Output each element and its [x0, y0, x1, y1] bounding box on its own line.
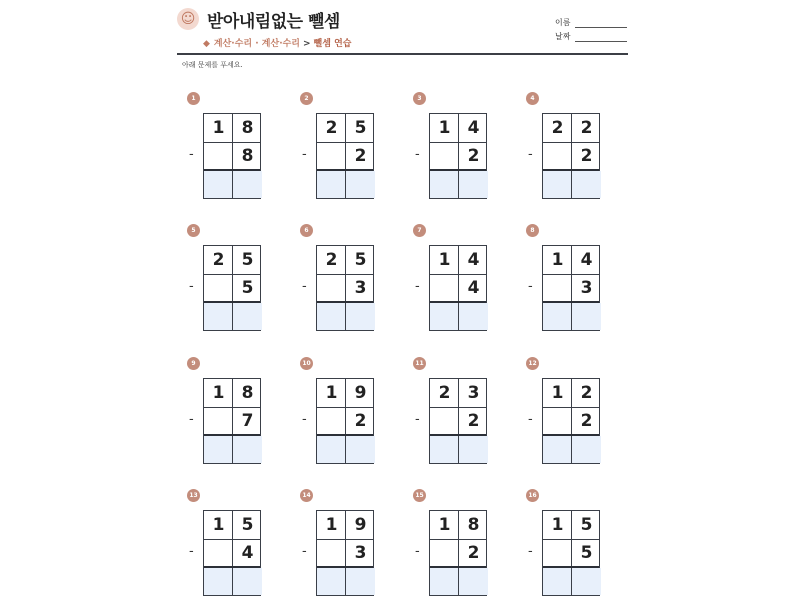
- problem-7: [403, 224, 503, 339]
- subtrahend-tens: [430, 142, 459, 170]
- problem-number-badge: 5: [187, 224, 200, 237]
- problem-number-badge: 11: [413, 357, 426, 370]
- name-field[interactable]: [575, 27, 627, 28]
- answer-ones-box[interactable]: [233, 436, 262, 463]
- minus-sign: -: [415, 147, 420, 162]
- grid-divider: [345, 114, 346, 198]
- grid-divider: [458, 246, 459, 330]
- subtrahend-ones: 2: [354, 411, 367, 431]
- subtrahend-ones: 2: [467, 411, 480, 431]
- answer-tens-box[interactable]: [430, 436, 459, 463]
- name-label: 이름: [555, 18, 571, 27]
- subtrahend-tens: [204, 539, 233, 567]
- minus-sign: -: [415, 544, 420, 559]
- subtrahend-ones: 5: [580, 543, 593, 563]
- problem-6: [290, 224, 390, 339]
- minus-sign: -: [415, 279, 420, 294]
- problem-10: [290, 357, 390, 472]
- subtrahend-tens: [317, 274, 346, 302]
- digit-grid: [203, 113, 261, 199]
- minuend-tens: 1: [212, 515, 225, 535]
- problem-1: [177, 92, 277, 207]
- minuend-ones: 5: [354, 250, 367, 270]
- minus-sign: -: [528, 279, 533, 294]
- grid-divider: [345, 246, 346, 330]
- answer-ones-box[interactable]: [572, 171, 601, 198]
- problem-number-badge: 6: [300, 224, 313, 237]
- problem-number-badge: 2: [300, 92, 313, 105]
- breadcrumb-category: 계산·수리 · 계산·수리: [213, 39, 300, 49]
- digit-grid: [429, 113, 487, 199]
- minuend-tens: 1: [212, 118, 225, 138]
- minuend-tens: 1: [551, 250, 564, 270]
- problem-number-badge: 12: [526, 357, 539, 370]
- subtrahend-ones: 4: [467, 278, 480, 298]
- grid-divider: [204, 407, 260, 408]
- subtrahend-ones: 2: [580, 411, 593, 431]
- digit-grid: [316, 113, 374, 199]
- diamond-icon: ◆: [203, 39, 210, 49]
- subtrahend-ones: 5: [241, 278, 254, 298]
- answer-ones-box[interactable]: [346, 171, 375, 198]
- problem-5: [177, 224, 277, 339]
- digit-grid: [542, 378, 600, 464]
- grid-divider: [345, 511, 346, 595]
- minuend-ones: 9: [354, 515, 367, 535]
- grid-divider: [543, 407, 599, 408]
- answer-line: [543, 169, 599, 171]
- subtrahend-tens: [204, 142, 233, 170]
- instruction-text: 아래 문제를 푸세요.: [182, 61, 243, 69]
- answer-line: [543, 566, 599, 568]
- minuend-ones: 9: [354, 383, 367, 403]
- minuend-tens: 2: [212, 250, 225, 270]
- answer-line: [430, 566, 486, 568]
- grid-divider: [204, 539, 260, 540]
- subtrahend-tens: [543, 142, 572, 170]
- grid-divider: [317, 142, 373, 143]
- minuend-ones: 4: [467, 250, 480, 270]
- problem-number-badge: 9: [187, 357, 200, 370]
- problem-8: [516, 224, 616, 339]
- minuend-tens: 1: [551, 383, 564, 403]
- digit-grid: [316, 510, 374, 596]
- problem-number-badge: 4: [526, 92, 539, 105]
- problem-number-badge: 10: [300, 357, 313, 370]
- grid-divider: [232, 246, 233, 330]
- grid-divider: [458, 511, 459, 595]
- answer-line: [430, 434, 486, 436]
- minuend-tens: 1: [438, 118, 451, 138]
- digit-grid: [429, 510, 487, 596]
- minus-sign: -: [302, 412, 307, 427]
- grid-divider: [317, 407, 373, 408]
- problem-number-badge: 1: [187, 92, 200, 105]
- answer-tens-box[interactable]: [430, 171, 459, 198]
- minuend-ones: 3: [467, 383, 480, 403]
- minuend-tens: 1: [438, 250, 451, 270]
- minuend-ones: 5: [580, 515, 593, 535]
- answer-line: [317, 301, 373, 303]
- answer-tens-box[interactable]: [204, 303, 233, 330]
- minuend-ones: 4: [580, 250, 593, 270]
- grid-divider: [458, 114, 459, 198]
- minuend-ones: 8: [241, 118, 254, 138]
- minus-sign: -: [302, 147, 307, 162]
- minuend-ones: 4: [467, 118, 480, 138]
- answer-ones-box[interactable]: [233, 171, 262, 198]
- minuend-tens: 1: [325, 515, 338, 535]
- minuend-tens: 2: [325, 250, 338, 270]
- minuend-tens: 1: [325, 383, 338, 403]
- digit-grid: [542, 245, 600, 331]
- answer-tens-box[interactable]: [430, 568, 459, 595]
- problem-number-badge: 14: [300, 489, 313, 502]
- problem-number-badge: 15: [413, 489, 426, 502]
- subtrahend-ones: 2: [467, 146, 480, 166]
- subtrahend-ones: 3: [354, 543, 367, 563]
- problem-4: [516, 92, 616, 207]
- grid-divider: [543, 274, 599, 275]
- answer-tens-box[interactable]: [543, 171, 572, 198]
- answer-tens-box[interactable]: [204, 436, 233, 463]
- minuend-ones: 5: [241, 515, 254, 535]
- grid-divider: [232, 114, 233, 198]
- answer-tens-box[interactable]: [317, 568, 346, 595]
- subtrahend-tens: [317, 407, 346, 435]
- minuend-ones: 5: [241, 250, 254, 270]
- answer-line: [317, 169, 373, 171]
- problem-13: [177, 489, 277, 604]
- minuend-tens: 2: [438, 383, 451, 403]
- grid-divider: [571, 114, 572, 198]
- answer-tens-box[interactable]: [317, 303, 346, 330]
- answer-ones-box[interactable]: [572, 303, 601, 330]
- smiley-icon: ☺: [177, 8, 199, 30]
- date-label: 날짜: [555, 32, 571, 41]
- answer-tens-box[interactable]: [543, 303, 572, 330]
- answer-tens-box[interactable]: [204, 568, 233, 595]
- minuend-tens: 1: [212, 383, 225, 403]
- answer-ones-box[interactable]: [459, 436, 488, 463]
- answer-ones-box[interactable]: [459, 171, 488, 198]
- answer-ones-box[interactable]: [459, 303, 488, 330]
- grid-divider: [571, 246, 572, 330]
- problem-15: [403, 489, 503, 604]
- grid-divider: [204, 274, 260, 275]
- answer-tens-box[interactable]: [317, 436, 346, 463]
- breadcrumb-topic: 뺄셈 연습: [313, 39, 352, 49]
- answer-ones-box[interactable]: [233, 303, 262, 330]
- problem-number-badge: 16: [526, 489, 539, 502]
- header-divider: [177, 53, 628, 55]
- subtrahend-tens: [430, 539, 459, 567]
- answer-ones-box[interactable]: [346, 568, 375, 595]
- minus-sign: -: [302, 544, 307, 559]
- minus-sign: -: [302, 279, 307, 294]
- digit-grid: [316, 378, 374, 464]
- worksheet-title: 받아내림없는 뺄셈: [207, 12, 340, 32]
- subtrahend-tens: [430, 407, 459, 435]
- problem-11: [403, 357, 503, 472]
- subtrahend-tens: [317, 539, 346, 567]
- answer-ones-box[interactable]: [459, 568, 488, 595]
- answer-tens-box[interactable]: [543, 568, 572, 595]
- minus-sign: -: [189, 544, 194, 559]
- minus-sign: -: [528, 147, 533, 162]
- problem-16: [516, 489, 616, 604]
- answer-line: [430, 169, 486, 171]
- answer-tens-box[interactable]: [317, 171, 346, 198]
- problem-number-badge: 13: [187, 489, 200, 502]
- subtrahend-tens: [204, 407, 233, 435]
- grid-divider: [232, 511, 233, 595]
- answer-ones-box[interactable]: [346, 436, 375, 463]
- breadcrumb: [203, 36, 351, 49]
- answer-ones-box[interactable]: [572, 568, 601, 595]
- subtrahend-ones: 3: [354, 278, 367, 298]
- problem-12: [516, 357, 616, 472]
- digit-grid: [316, 245, 374, 331]
- problem-2: [290, 92, 390, 207]
- subtrahend-ones: 4: [241, 543, 254, 563]
- worksheet-page: [177, 0, 628, 600]
- answer-line: [204, 169, 260, 171]
- minuend-tens: 1: [438, 515, 451, 535]
- minus-sign: -: [528, 544, 533, 559]
- problem-3: [403, 92, 503, 207]
- grid-divider: [345, 379, 346, 463]
- grid-divider: [430, 274, 486, 275]
- digit-grid: [429, 245, 487, 331]
- answer-line: [204, 301, 260, 303]
- minuend-tens: 1: [551, 515, 564, 535]
- subtrahend-ones: 3: [580, 278, 593, 298]
- answer-tens-box[interactable]: [430, 303, 459, 330]
- grid-divider: [204, 142, 260, 143]
- digit-grid: [429, 378, 487, 464]
- answer-line: [430, 301, 486, 303]
- grid-divider: [430, 407, 486, 408]
- minus-sign: -: [189, 412, 194, 427]
- subtrahend-tens: [543, 407, 572, 435]
- subtrahend-tens: [204, 274, 233, 302]
- minuend-ones: 8: [467, 515, 480, 535]
- minuend-ones: 2: [580, 118, 593, 138]
- grid-divider: [430, 539, 486, 540]
- digit-grid: [542, 113, 600, 199]
- answer-line: [204, 434, 260, 436]
- answer-line: [543, 301, 599, 303]
- problem-14: [290, 489, 390, 604]
- grid-divider: [430, 142, 486, 143]
- answer-line: [317, 434, 373, 436]
- problem-number-badge: 7: [413, 224, 426, 237]
- subtrahend-tens: [543, 539, 572, 567]
- answer-line: [317, 566, 373, 568]
- answer-ones-box[interactable]: [572, 436, 601, 463]
- problem-number-badge: 8: [526, 224, 539, 237]
- answer-tens-box[interactable]: [204, 171, 233, 198]
- subtrahend-tens: [543, 274, 572, 302]
- grid-divider: [458, 379, 459, 463]
- digit-grid: [203, 378, 261, 464]
- answer-ones-box[interactable]: [346, 303, 375, 330]
- subtrahend-tens: [430, 274, 459, 302]
- minuend-ones: 5: [354, 118, 367, 138]
- subtrahend-ones: 2: [580, 146, 593, 166]
- minus-sign: -: [189, 147, 194, 162]
- problem-number-badge: 3: [413, 92, 426, 105]
- grid-divider: [317, 539, 373, 540]
- minus-sign: -: [528, 412, 533, 427]
- grid-divider: [232, 379, 233, 463]
- grid-divider: [543, 539, 599, 540]
- minus-sign: -: [189, 279, 194, 294]
- minuend-tens: 2: [325, 118, 338, 138]
- digit-grid: [542, 510, 600, 596]
- subtrahend-tens: [317, 142, 346, 170]
- grid-divider: [571, 379, 572, 463]
- grid-divider: [571, 511, 572, 595]
- minuend-ones: 8: [241, 383, 254, 403]
- digit-grid: [203, 510, 261, 596]
- answer-ones-box[interactable]: [233, 568, 262, 595]
- subtrahend-ones: 2: [354, 146, 367, 166]
- chevron-right-icon: >: [303, 39, 311, 49]
- minuend-ones: 2: [580, 383, 593, 403]
- problem-9: [177, 357, 277, 472]
- grid-divider: [543, 142, 599, 143]
- answer-line: [204, 566, 260, 568]
- subtrahend-ones: 8: [241, 146, 254, 166]
- subtrahend-ones: 7: [241, 411, 254, 431]
- minuend-tens: 2: [551, 118, 564, 138]
- digit-grid: [203, 245, 261, 331]
- minus-sign: -: [415, 412, 420, 427]
- answer-tens-box[interactable]: [543, 436, 572, 463]
- date-field[interactable]: [575, 41, 627, 42]
- grid-divider: [317, 274, 373, 275]
- answer-line: [543, 434, 599, 436]
- subtrahend-ones: 2: [467, 543, 480, 563]
